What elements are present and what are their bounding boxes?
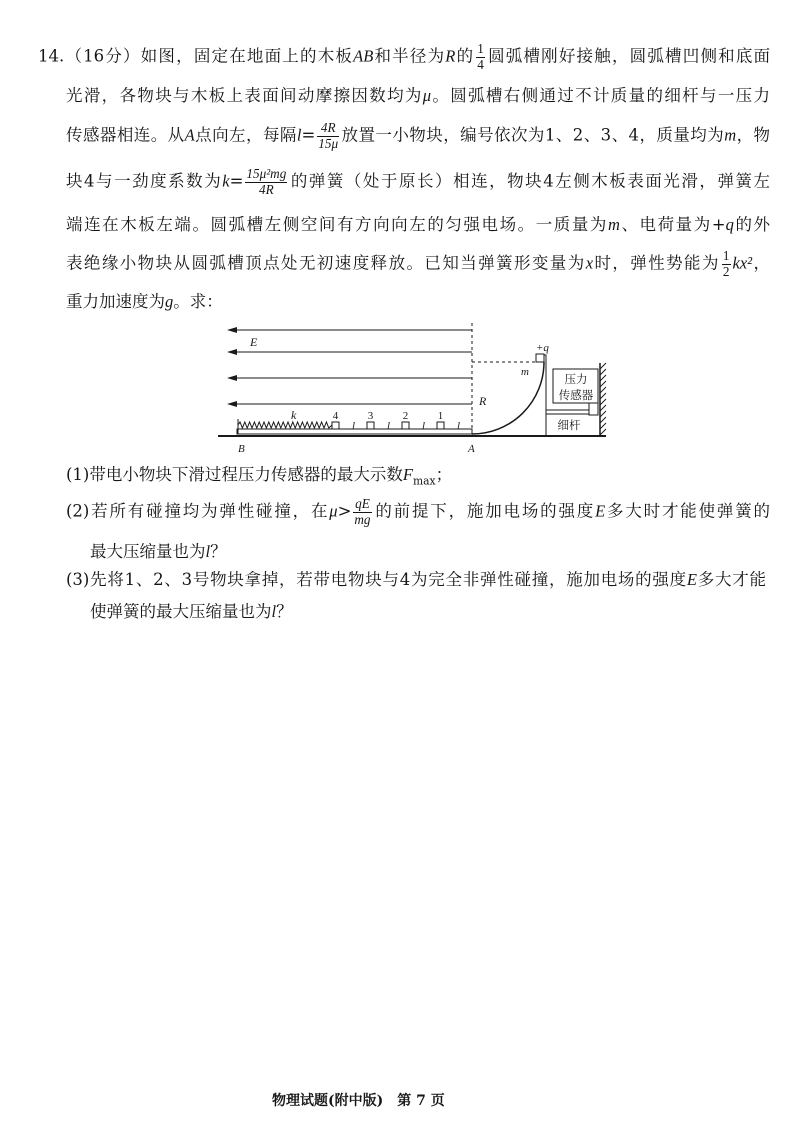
var-f: F bbox=[402, 465, 413, 484]
var-k: k bbox=[222, 171, 230, 191]
fraction-numerator: 1 bbox=[722, 248, 730, 263]
equals-sign: = bbox=[301, 125, 316, 145]
sensor-label-top: 压力 bbox=[564, 372, 588, 386]
problem-line-6 bbox=[66, 249, 770, 279]
spacing-label: l bbox=[352, 420, 356, 432]
block-label-1: 1 bbox=[437, 410, 444, 422]
problem-line-5 bbox=[66, 212, 770, 238]
subscript-max: max bbox=[412, 474, 436, 488]
page-number: 第 7 页 bbox=[397, 1093, 445, 1109]
fraction-denominator: 15μ bbox=[318, 135, 339, 151]
question-3-line-2 bbox=[90, 599, 770, 625]
fraction-numerator: 1 bbox=[477, 41, 484, 56]
var-m: m bbox=[724, 125, 737, 145]
block-1 bbox=[437, 422, 444, 429]
sensor-connector bbox=[589, 403, 598, 415]
block-2 bbox=[402, 422, 409, 429]
field-arrowhead bbox=[227, 349, 237, 355]
spacing-label: l bbox=[457, 420, 461, 432]
fraction-one-quarter bbox=[476, 42, 485, 72]
stem-text: 光滑，各物块与木板上表面间动摩擦因数均为 bbox=[66, 86, 423, 105]
stem-text: ，物 bbox=[736, 125, 771, 145]
stem-text: 的外 bbox=[733, 215, 771, 234]
var-ab: AB bbox=[353, 46, 374, 66]
block-label-3: 3 bbox=[367, 410, 374, 422]
stem-text: 、电荷量为+ bbox=[619, 215, 726, 234]
stem-text: 表绝缘小物块从圆弧槽顶点处无初速度释放。已知当弹簧形变量为 bbox=[66, 253, 586, 273]
charged-block bbox=[536, 354, 544, 362]
var-l: l bbox=[205, 542, 211, 561]
stem-text: 点向左，每隔 bbox=[194, 125, 297, 145]
field-arrowhead bbox=[227, 327, 237, 333]
question-text: (2)若所有碰撞均为弹性碰撞，在 bbox=[66, 501, 330, 521]
var-mu: μ bbox=[329, 501, 338, 521]
stem-text: 的 bbox=[455, 46, 475, 66]
var-g: g bbox=[165, 292, 174, 311]
charge-label: +q bbox=[536, 342, 549, 354]
question-text: 多大才能 bbox=[697, 570, 766, 589]
stem-text: 和半径为 bbox=[373, 46, 446, 66]
field-label: E bbox=[250, 335, 258, 349]
point-a-label: A bbox=[468, 443, 475, 455]
stem-text: 块4与一劲度系数为 bbox=[66, 171, 223, 191]
stem-text: 。求： bbox=[173, 292, 223, 311]
fraction-numerator: qE bbox=[355, 496, 370, 511]
thin-rod bbox=[546, 410, 589, 414]
fraction-one-half bbox=[722, 249, 731, 279]
var-a: A bbox=[184, 125, 195, 145]
fraction-spring-constant bbox=[245, 167, 287, 197]
stem-text: 时，弹性势能为 bbox=[593, 253, 720, 273]
question-text: 最大压缩量也为 bbox=[90, 542, 206, 561]
spring bbox=[238, 422, 332, 428]
question-2-line-2 bbox=[90, 539, 770, 565]
var-r: R bbox=[445, 46, 456, 66]
electric-field-arrows bbox=[227, 327, 472, 407]
problem-line-2 bbox=[66, 83, 770, 109]
wall-hatching bbox=[600, 363, 606, 435]
spring-label: k bbox=[291, 408, 297, 422]
fraction-denominator: 2 bbox=[722, 263, 730, 279]
fraction-denominator: 4 bbox=[477, 56, 484, 72]
stem-text: 圆弧槽刚好接触，圆弧槽凹侧和底面 bbox=[486, 46, 771, 66]
greater-than-sign: > bbox=[337, 501, 352, 521]
physics-diagram bbox=[200, 315, 620, 465]
question-text: 使弹簧的最大压缩量也为 bbox=[90, 602, 272, 621]
problem-line-3 bbox=[66, 121, 770, 151]
block-3 bbox=[367, 422, 374, 429]
var-mu: μ bbox=[422, 86, 432, 105]
stem-text: ， bbox=[752, 253, 771, 273]
var-kx-squared: kx² bbox=[732, 253, 753, 273]
problem-line-1 bbox=[38, 42, 770, 72]
stem-text: （16分）如图，固定在地面上的木板 bbox=[64, 46, 354, 66]
block-label-2: 2 bbox=[402, 410, 409, 422]
question-2-line-1 bbox=[66, 497, 770, 527]
stem-text: 传感器相连。从 bbox=[66, 125, 185, 145]
radius-label: R bbox=[479, 394, 487, 408]
rod-label: 细杆 bbox=[557, 418, 581, 432]
problem-line-7 bbox=[66, 289, 770, 315]
question-1 bbox=[66, 462, 770, 494]
question-3-line-1 bbox=[66, 567, 766, 593]
exam-title: 物理试题(附中版) bbox=[272, 1093, 384, 1109]
question-text: 多大时才能使弹簧的 bbox=[605, 501, 771, 521]
var-l: l bbox=[271, 602, 277, 621]
question-text: (1)带电小物块下滑过程压力传感器的最大示数 bbox=[66, 465, 403, 484]
fraction-denominator: 4R bbox=[259, 181, 274, 197]
field-arrowhead bbox=[227, 401, 237, 407]
spacing-label: l bbox=[387, 420, 391, 432]
fraction-numerator: 15μ²mg bbox=[246, 166, 287, 181]
problem-number: 14. bbox=[38, 46, 65, 66]
var-l: l bbox=[296, 125, 302, 145]
question-text: 的前提下，施加电场的强度 bbox=[373, 501, 596, 521]
var-e: E bbox=[595, 501, 606, 521]
point-b-label: B bbox=[238, 443, 245, 455]
page-footer bbox=[272, 1090, 445, 1110]
var-m: m bbox=[607, 215, 620, 234]
sensor-label-bottom: 传感器 bbox=[558, 388, 594, 402]
block-label-4: 4 bbox=[332, 410, 339, 422]
fraction-qe-over-mg bbox=[353, 497, 371, 527]
spacing-label: l bbox=[422, 420, 426, 432]
problem-line-4 bbox=[66, 167, 770, 197]
block-4 bbox=[332, 422, 339, 429]
var-x: x bbox=[585, 253, 594, 273]
question-text: (3)先将1、2、3号物块拿掉，若带电物块与4为完全非弹性碰撞，施加电场的强度 bbox=[66, 570, 687, 589]
var-e: E bbox=[686, 570, 698, 589]
stem-text: 重力加速度为 bbox=[66, 292, 165, 311]
question-text: ； bbox=[435, 465, 453, 484]
mass-label: m bbox=[521, 366, 529, 378]
question-text: ？ bbox=[210, 542, 227, 561]
equals-sign: = bbox=[229, 171, 244, 191]
stem-text: 。圆弧槽右侧通过不计质量的细杆与一压力 bbox=[431, 86, 771, 105]
stem-text: 端连在木板左端。圆弧槽左侧空间有方向向左的匀强电场。一质量为 bbox=[66, 215, 608, 234]
fraction-spacing bbox=[317, 121, 339, 151]
field-arrowhead bbox=[227, 375, 237, 381]
fraction-numerator: 4R bbox=[317, 121, 339, 137]
question-text: ？ bbox=[276, 602, 293, 621]
var-q: q bbox=[725, 215, 734, 234]
stem-text: 放置一小物块，编号依次为1、2、3、4，质量均为 bbox=[341, 125, 725, 145]
fraction-denominator: mg bbox=[354, 511, 371, 527]
stem-text: 的弹簧（处于原长）相连，物块4左侧木板表面光滑，弹簧左 bbox=[289, 171, 771, 191]
